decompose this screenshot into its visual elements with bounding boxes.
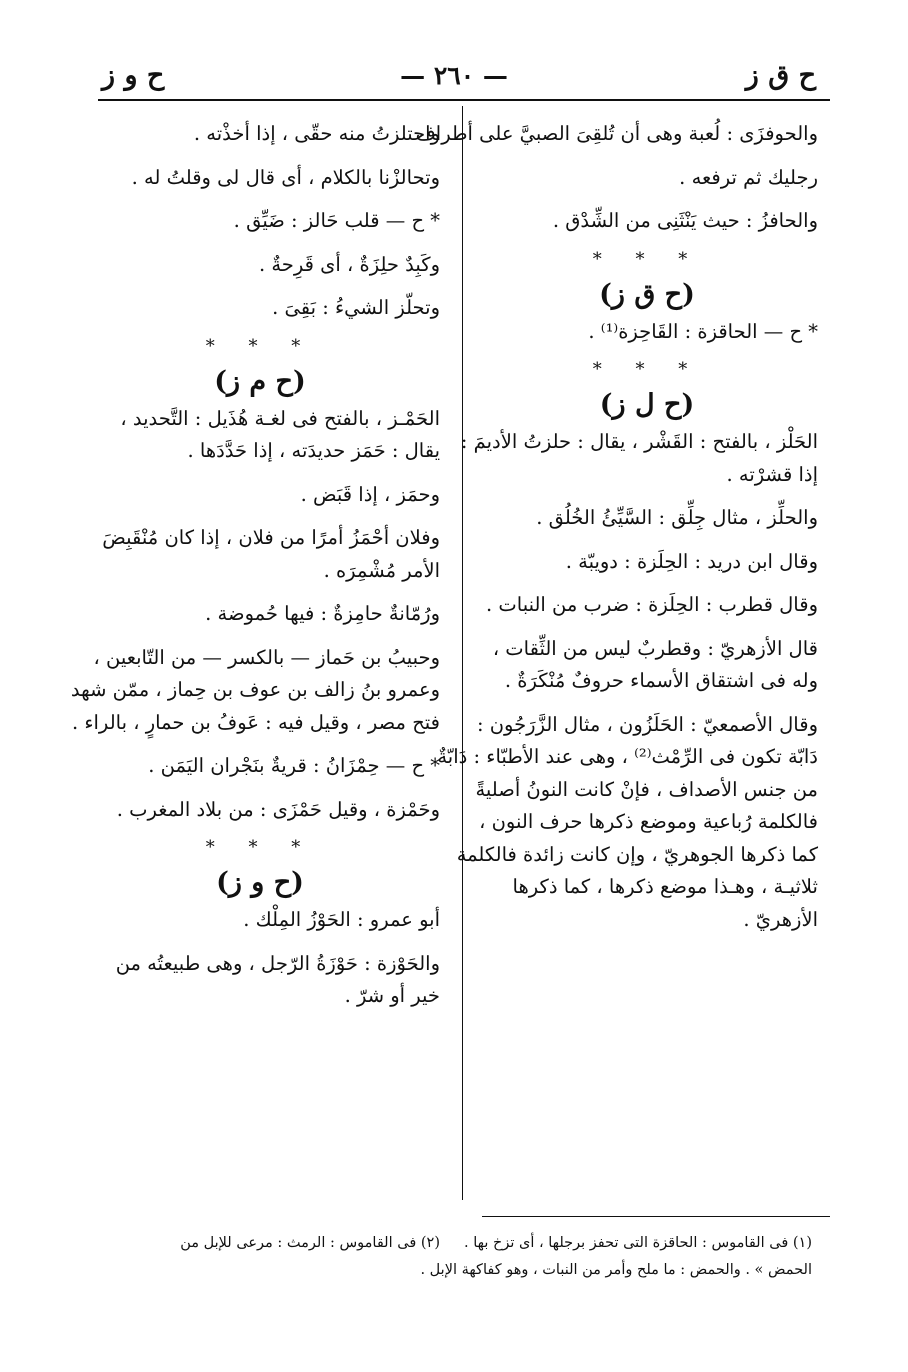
root-heading: (ح م ز) [214,365,306,397]
footnote-rule [482,1216,830,1217]
text-line: والحافزُ : حيث يَنْثَنِى من الشِّدْق . [552,209,818,232]
text-line: والحَوْزة : حَوْزَةُ الرّجل ، وهى طبيعتُه من [115,951,440,975]
text-line: الحَمْـز ، بالفتح فى لغـة هُذَيل : التَّحديد ، [120,406,440,430]
text-line: الأزهريّ . [743,907,818,931]
text-line: يقال : حَمَز حديدَته ، إذا حَدَّدَها . [187,439,440,462]
text-line: وتحالزْنا بالكلام ، أى قال لى وقلتُ له . [131,165,440,189]
running-head-left: ح و ز [102,60,165,91]
text-line: خير أو شرّ . [344,984,440,1007]
text-line: إذا قشرْته . [726,462,818,486]
text-line: وتحلّز الشيءُ : بَقِىَ . [272,296,440,319]
section-separator: * * * [592,359,702,380]
page-number: — ٢٦٠ — [400,61,508,90]
text-line: والحوفزَى : لُعبة وهى أن تُلقِىَ الصبيَّ على أطراف [415,122,818,145]
text-line: وقال الأصمعيّ : الحَلَزُون ، مثال الزَّرَجُون : [476,712,818,736]
text-line: رجليك ثم ترفعه . [679,165,818,189]
running-head-right: ح ق ز [745,60,816,91]
text-line: وقال قطرب : الحِلَزة : ضرب من النبات . [486,593,818,616]
column-divider [462,106,463,1200]
text-line: وحبيبُ بن حَماز — بالكسر — من التّابعين ، [93,645,440,669]
text-line: * ح — قلب حَالز : ضَيِّق . [233,209,440,232]
text-line: ورُمّانةٌ حامِزةٌ : فيها حُموضة . [205,602,440,625]
header-rule [98,99,830,101]
text-line: وحمَز ، إذا قَبَض . [300,482,440,506]
text-line: وعمرو بنُ زالف بن عوف بن حِماز ، ممّن شهد [70,678,440,701]
left-column [70,118,440,1013]
text-line: وفلان أحْمَزُ أمرًا من فلان ، إذا كان مُنْقَبِضَ [102,526,440,549]
text-line: من جنس الأصداف ، فإنْ كانت النونُ أصليةً [475,777,818,801]
text-line: الأمر مُشْمِرَه . [323,558,440,582]
text-line: * ح — حِمْزَانُ : قريةٌ بنَجْران اليَمَن . [148,754,440,777]
footnote-1: (١) فى القاموس : الحاقزة التى تحفز برجلها ، أى تزخ بها . [464,1235,812,1251]
text-line: واحتلزتُ منه حقّى ، إذا أخذْته . [193,122,440,145]
text-line: أبو عمرو : الحَوْزُ المِلْك . [243,908,440,931]
root-heading: (ح و ز) [216,867,304,898]
text-line: وحَمْزة ، وقيل حَمْزَى : من بلاد المغرب . [116,797,440,821]
right-column [415,118,818,936]
root-heading: (ح ل ز) [599,389,695,420]
footnote-2-continued: الحمض » . والحمض : ما ملح وأمر من النبات ، وهو كفاكهة الإبل . [420,1262,812,1278]
text-line: قال الأزهريّ : وقطربٌ ليس من الثِّقات ، [492,636,818,660]
text-line: والحلِّز ، مثال جِلِّق : السَّيِّئُ الخُلُق . [536,506,818,529]
text-line: الحَلْز ، بالفتح : القَشْر ، يقال : حلزتُ الأديمَ : [460,430,818,453]
text-line: فالكلمة رُباعية وموضع ذكرها حرف النون ، [479,810,818,833]
section-separator: * * * [592,248,702,270]
footnote-2: (٢) فى القاموس : الرمث : مرعى للإبل من [180,1235,440,1251]
text-line: فتح مصر ، وقيل فيه : عَوفُ بن حمارٍ ، بالراء . [71,710,440,734]
text-line: وله فى اشتقاق الأسماء حروفٌ مُنْكَرَةٌ . [504,669,818,692]
text-line: دَابّة تكون فى الرِّمْث⁽²⁾ ، وهى عند الأطبّاء : دَابّةٌ [437,745,818,768]
section-separator: * * * [205,335,315,357]
root-heading: (ح ق ز) [599,278,695,310]
text-line: ثلاثيـة ، وهـذا موضع ذكرها ، كما ذكرها [512,875,818,898]
text-line: وقال ابن دريد : الحِلَزة : دويبّة . [565,549,818,573]
text-line: * ح — الحاقزة : القَاحِزة⁽¹⁾ . [588,319,818,343]
text-line: وكَبِدٌ حلِزَةٌ ، أى قَرِحةٌ . [258,252,440,276]
section-separator: * * * [205,837,315,858]
text-line: كما ذكرها الجوهريّ ، وإن كانت زائدة فالكلمة [456,842,818,866]
